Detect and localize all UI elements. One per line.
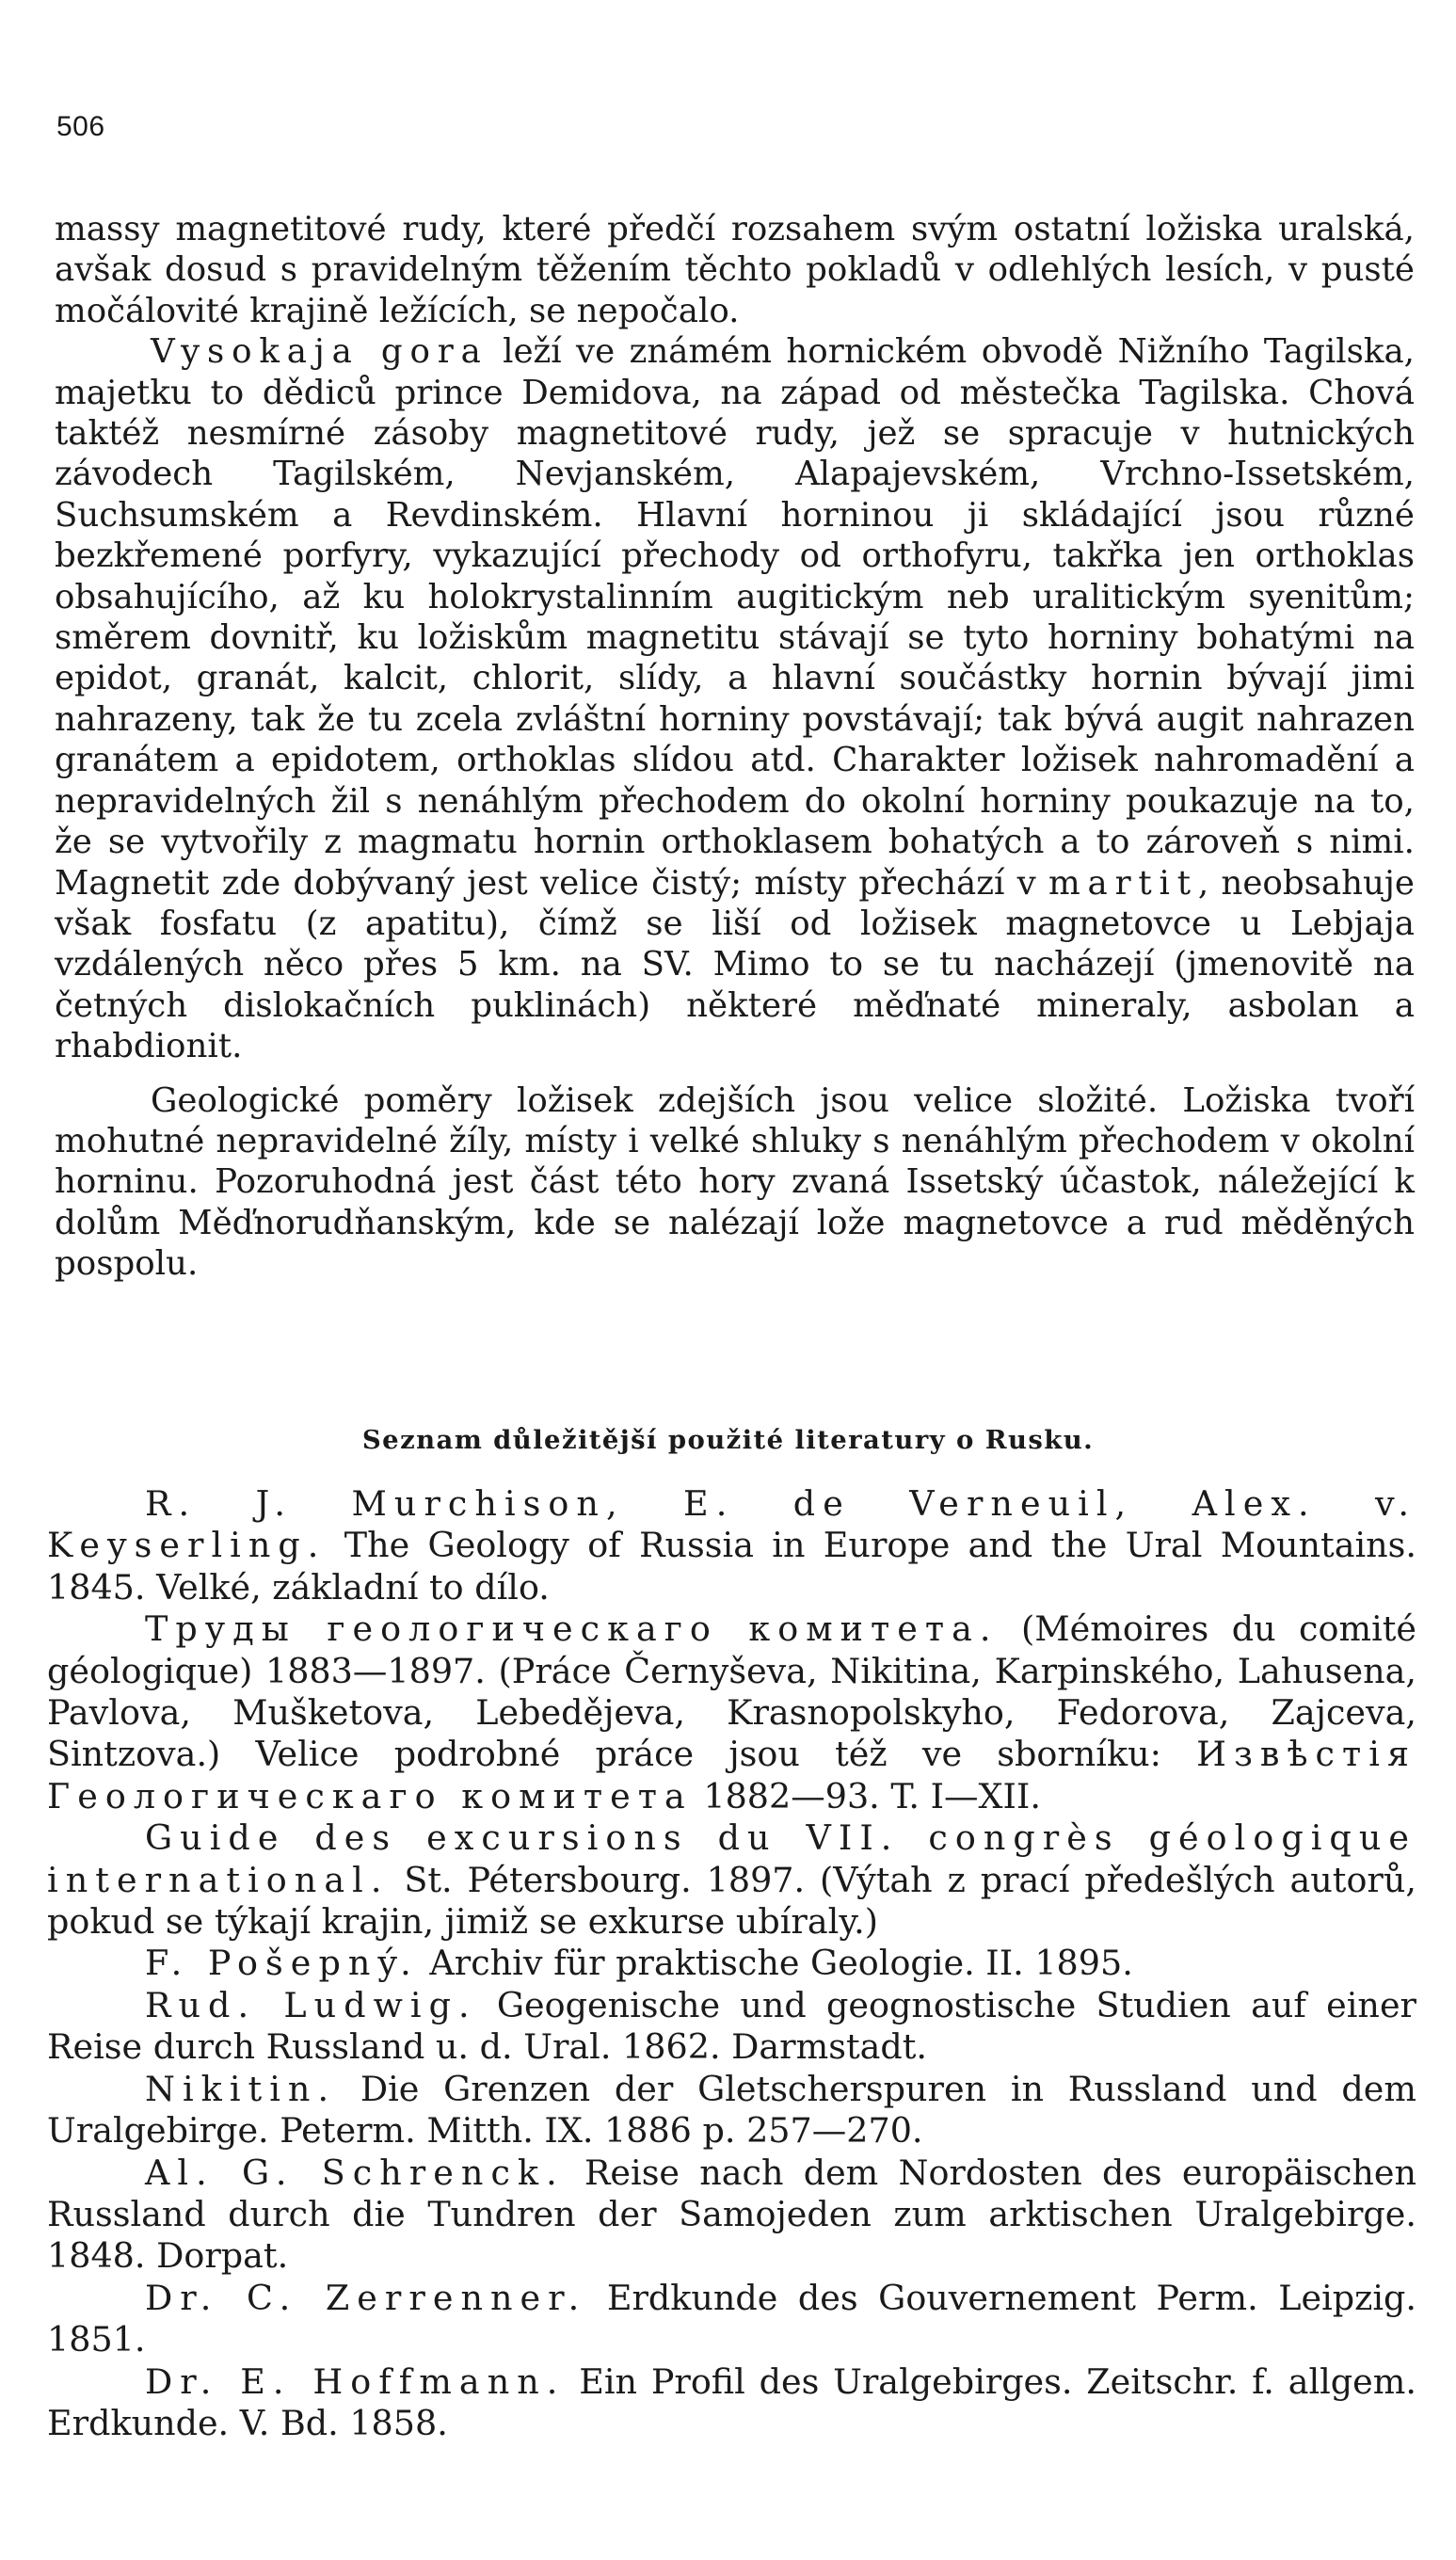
- reference-item: [47, 2069, 1416, 2152]
- reference-author: Извѣстія Геологическаго комитета: [47, 1734, 1416, 1816]
- paragraph-continuation: massy magnetitové rudy, které předčí rozsahem svým ostatní ložiska uralská, avšak dosud s pravidelným těžením těchto pokladů v odlehlých lesích, v pusté močálovité krajině ležících, se nepočalo.: [55, 210, 1415, 330]
- reference-item: [47, 1483, 1416, 1608]
- reference-text: St. Pétersbourg. 1897. (Výtah z prací předešlých autorů, pokud se týkají krajin, jimiž se exkurse ubíraly.): [47, 1859, 1416, 1943]
- reference-item: [47, 2278, 1416, 2361]
- mineral-name-emphasis: martit: [1048, 863, 1198, 903]
- paragraph-vysokaja-gora: [55, 331, 1415, 1066]
- reference-text: Die Grenzen der Gletscherspuren in Russland und dem Uralgebirge. Peterm. Mitth. IX. 1886 p. 257—270.: [47, 2068, 1416, 2152]
- reference-author: Dr. C. Zerrenner.: [145, 2277, 587, 2318]
- reference-text: Erdkunde des Gouvernement Perm. Leipzig. 1851.: [47, 2277, 1416, 2360]
- paragraph-text: leží ve známém hornickém obvodě Nižního Tagilska, majetku to dědiců prince Demidova, na západ od městečka Tagilska. Chová taktéž nesmírné zásoby magnetitové rudy, jež se spracuje v hutnických závodech Tagilském, Nevjanském, Alapajevském, Vrchno-Issetském, Suchsumském a Revdinském. Hlavní horninou ji skládající jsou různé bezkřemené porfyry, vykazující přechody od orthofyru, takřka jen orthoklas obsahujícího, až ku holokrystalinním augitickým neb uralitickým syenitům; směrem dovnitř, ku ložiskům magnetitu stávají se tyto horniny bohatými na epidot, granát, kalcit, chlorit, slídy, a hlavní součástky hornin bývají jimi nahrazeny, tak že tu zcela zvláštní horniny povstávají; tak bývá augit nahrazen granátem a epidotem, orthoklas slídou atd. Charakter ložisek nahromadění a nepravidelných žil s nenáhlým přechodem do okolní horniny poukazuje na to, že se vytvořily z magmatu hornin orthoklasem bohatých a to zároveň s nimi. Magnetit zde dobývaný jest velice čistý; místy přechází v: [55, 332, 1415, 903]
- reference-item: [47, 2361, 1416, 2445]
- reference-text: (Mémoires du comité géologique) 1883—1897. (Práce Černyševa, Nikitina, Karpinského, Lahusena, Pavlova, Mušketova, Lebedějeva, Krasnopolskyho, Fedorova, Zajceva, Sintzova.) Velice podrobné práce jsou též ve sborníku:: [47, 1608, 1417, 1775]
- reference-item: [47, 1943, 1416, 1984]
- reference-item: [47, 1817, 1416, 1943]
- reference-text: The Geology of Russia in Europe and the Ural Mountains. 1845. Velké, základní to dílo.: [47, 1525, 1416, 1608]
- reference-list: [47, 1483, 1416, 2444]
- reference-author: Rud. Ludwig.: [145, 1984, 477, 2025]
- reference-item: [47, 1985, 1416, 2069]
- section-heading: Seznam důležitější použité literatury o Rusku.: [361, 1425, 1095, 1455]
- paragraph-geology: Geologické poměry ložisek zdejších jsou velice složité. Ložiska tvoří mohutné nepravidelné žíly, místy i velké shluky s nenáhlým přechodem v okolní horninu. Pozoruhodná jest část této hory zvaná Issetský účastok, náležející k dolům Měďnorudňanským, kde se nalézají lože magnetovce a rud měděných pospolu.: [55, 1080, 1415, 1284]
- reference-text: 1882—93. T. I—XII.: [692, 1775, 1041, 1816]
- reference-author: Guide des excursions du VII. congrès géologique international.: [47, 1817, 1416, 1900]
- reference-item: [47, 2152, 1416, 2278]
- reference-author: Труды геологическаго комитета.: [145, 1608, 999, 1650]
- reference-author: R. J. Murchison, E. de Verneuil, Alex. v. Keyserling.: [47, 1483, 1416, 1566]
- reference-text: Archiv für praktische Geologie. II. 1895.: [418, 1943, 1133, 1984]
- paragraph-text: , neobsahuje však fosfatu (z apatitu), čímž se liší od ložisek magnetovce u Lebjaja vzdálených něco přes 5 km. na SV. Mimo to se tu nacházejí (jmenovitě na četných dislokačních puklinách) některé měďnaté mineraly, asbolan a rhabdionit.: [55, 863, 1415, 1066]
- body-text: [55, 209, 1415, 1285]
- page-number: 506: [56, 111, 105, 142]
- place-name-emphasis: Vysokaja gora: [151, 332, 488, 372]
- reference-text: Ein Profil des Uralgebirges. Zeitschr. f. allgem. Erdkunde. V. Bd. 1858.: [47, 2360, 1416, 2443]
- reference-author: Al. G. Schrenck.: [145, 2152, 565, 2193]
- reference-author: Nikitin.: [145, 2068, 337, 2109]
- reference-author: Dr. E. Hoffmann.: [145, 2360, 566, 2402]
- reference-item: [47, 1608, 1416, 1817]
- reference-author: F. Pošepný.: [145, 1943, 419, 1984]
- reference-text: Reise nach dem Nordosten des europäischen Russland durch die Tundren der Samojeden zum arktischen Uralgebirge. 1848. Dorpat.: [47, 2152, 1417, 2277]
- reference-text: Geogenische und geognostische Studien auf einer Reise durch Russland u. d. Ural. 1862. Darmstadt.: [47, 1984, 1416, 2068]
